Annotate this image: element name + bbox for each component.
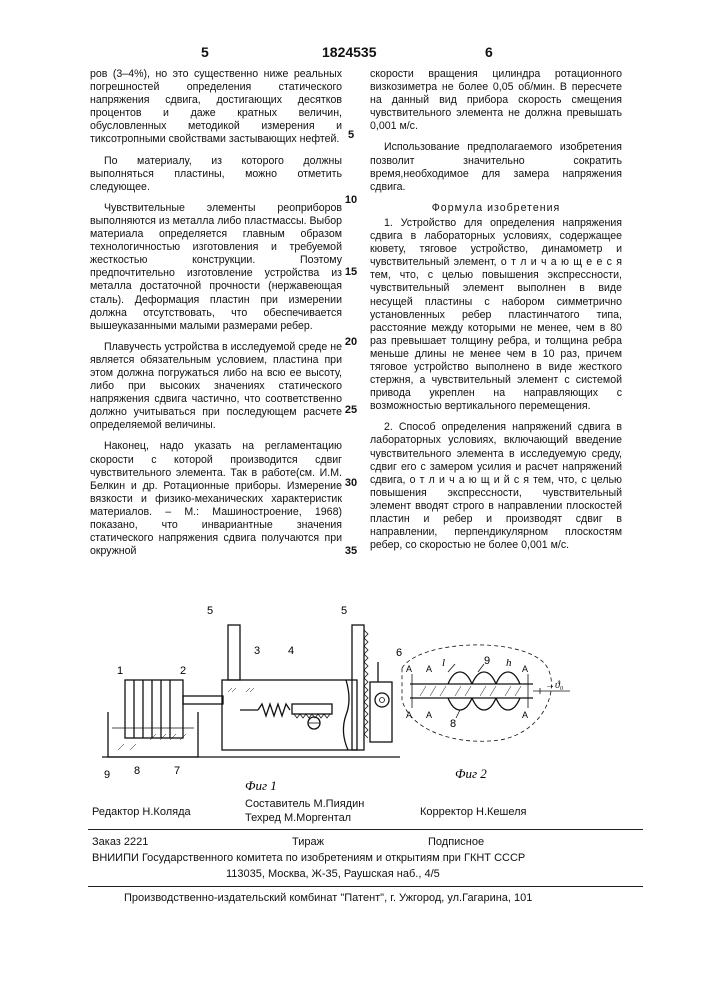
techred: Техред М.Моргентал <box>245 812 351 824</box>
fig1-label: 9 <box>104 769 110 781</box>
compiler: Составитель М.Пиядин <box>245 798 364 810</box>
cuvette <box>108 712 198 757</box>
line-number: 30 <box>336 477 366 489</box>
guide-left <box>228 625 240 680</box>
fig2-label: 8 <box>450 718 456 730</box>
fig2-caption: Фиг 2 <box>455 766 487 781</box>
fig2-label: l <box>442 657 445 669</box>
drive-block <box>370 682 392 742</box>
circulation: Тираж <box>292 836 324 848</box>
left-paragraph: Плавучесть устройства в исследуемой среде не является обязательным условием, пластина при этом должна погружаться либо на всю ее высоту, либо при высоких значениях статического напряжения сдвига частично, что соответственно должно учитываться при последующем расчете определяемой величины. <box>90 341 342 433</box>
fig1-label: 5 <box>341 605 347 617</box>
fig1-label: 3 <box>254 645 260 657</box>
right-column <box>370 68 622 560</box>
fig1-label: 8 <box>134 765 140 777</box>
fig1-label: 2 <box>180 665 186 677</box>
line-number: 15 <box>336 266 366 278</box>
patent-number: 1824535 <box>322 44 377 60</box>
order-number: Заказ 2221 <box>92 836 148 848</box>
claims-heading: Формула изобретения <box>370 202 622 215</box>
fig2-section-label: А <box>406 664 412 674</box>
corrector: Корректор Н.Кешеля <box>420 806 527 818</box>
fig1-label: 4 <box>288 645 294 657</box>
fig1-label: 6 <box>396 647 402 659</box>
figures-drawing <box>0 600 707 800</box>
fig2-section-label: А <box>426 664 432 674</box>
left-paragraph: По материалу, из которого должны выполняться пластины, можно отметить следующее. <box>90 155 342 194</box>
left-paragraph: Наконец, надо указать на регламентацию скорости с которой производится сдвиг чувствительного элемента. Так в работе(см. И.М. Белкин и др. Ротационные приборы. Измерение вязкости и физико-механических характеристик материалов. – М.: Машиностроение, 1968) показано, что инвариантные значения статического напряжения сдвига получаются при окружной <box>90 440 342 558</box>
fig1-caption: Фиг 1 <box>245 778 277 793</box>
line-number: 35 <box>336 545 366 557</box>
left-paragraph: Чувствительные элементы реоприборов выполняются из металла либо пластмассы. Выбор материала определяется главным образом технологичностью изготовления и требуемой жесткостью конструкции. Поэтому предпочтительно изготовление устройства из металла достаточной прочности (нержавеющая сталь). Деформация пластин при измерении должна отсутствовать, что обеспечивается вышеуказанными малыми размерами ребер. <box>90 202 342 333</box>
line-number: 10 <box>336 194 366 206</box>
fig2-label: h <box>506 657 512 669</box>
spring <box>258 704 290 716</box>
claim: 1. Устройство для определения напряжения сдвига в лабораторных условиях, содержащее кювету, тяговое устройство, динамометр и чувствительный элемент, о т л и ч а ю щ е е с я тем, что, с целью повышения экспрессности, чувствительный элемент выполнен в виде несущей пластины с набором симметрично установленных ребер пластинчатого типа, расстояние между которыми не менее, чем в 80 раз превышает толщину ребра, и толщина ребра меньше длины не менее чем в 10 раз, причем тяговое устройство выполнено в виде жесткого стержня, а чувствительный элемент с системой привода укреплен на направляющих с возможностью вертикального перемещения. <box>370 217 622 413</box>
carriage <box>222 680 357 750</box>
fig2-velocity: →ϑ₀ <box>545 680 564 691</box>
line-number: 25 <box>336 404 366 416</box>
fig2-label: 9 <box>484 655 490 667</box>
right-paragraph: скорости вращения цилиндра ротационного визкозиметра не более 0,05 об/мин. В пересчете на данный вид прибора скорость смещения чувствительного элемента не должна превышать 0,001 м/с. <box>370 68 622 133</box>
line-number: 5 <box>336 129 366 141</box>
page-number-right: 6 <box>485 44 493 60</box>
divider <box>88 829 643 830</box>
organization: ВНИИПИ Государственного комитета по изобретениям и открытиям при ГКНТ СССР <box>92 852 525 864</box>
traction-rod <box>183 696 223 704</box>
editor: Редактор Н.Коляда <box>92 806 191 818</box>
fig2-section-label: А <box>522 710 528 720</box>
fig1-label: 1 <box>117 665 123 677</box>
fig1-label: 5 <box>207 605 213 617</box>
line-number: 20 <box>336 336 366 348</box>
fig1-apparatus <box>102 625 400 757</box>
claim: 2. Способ определения напряжений сдвига в лабораторных условиях, включающий введение чувствительного элемента в исследуемую среду, сдвиг его с замером усилия и расчет напряжений сдвига, о т л и ч а ю щ и й с я тем, что, с целью повышения экспрессности, чувствительный элемент вводят строго в направлении плоскостей пластин и ребер и производят сдвиг в направлении, перпендикулярном плоскостям ребер, со скоростью не более 0,001 м/с. <box>370 421 622 552</box>
rack <box>292 704 332 714</box>
left-column <box>90 68 342 566</box>
fig1-label: 7 <box>174 765 180 777</box>
right-paragraph: Использование предполагаемого изобретения позволит значительно сократить время,необходимое для замера напряжения сдвига. <box>370 141 622 193</box>
divider <box>88 886 643 887</box>
address: 113035, Москва, Ж-35, Раушская наб., 4/5 <box>226 868 440 880</box>
fig2-section-label: А <box>406 710 412 720</box>
left-paragraph: ров (3–4%), но это существенно ниже реальных погрешностей определения статического напряжения сдвига, достигающих десятков процентов и даже кратных величин, обусловленных методикой измерения и тиксотропными свойствами застывающих нефтей. <box>90 68 342 147</box>
fig2-section-label: А <box>426 710 432 720</box>
fig2-section-label: А <box>522 664 528 674</box>
page-number-left: 5 <box>201 44 209 60</box>
subscription: Подписное <box>428 836 484 848</box>
publisher: Производственно-издательский комбинат "Патент", г. Ужгород, ул.Гагарина, 101 <box>124 892 532 904</box>
guide-right <box>352 625 364 750</box>
